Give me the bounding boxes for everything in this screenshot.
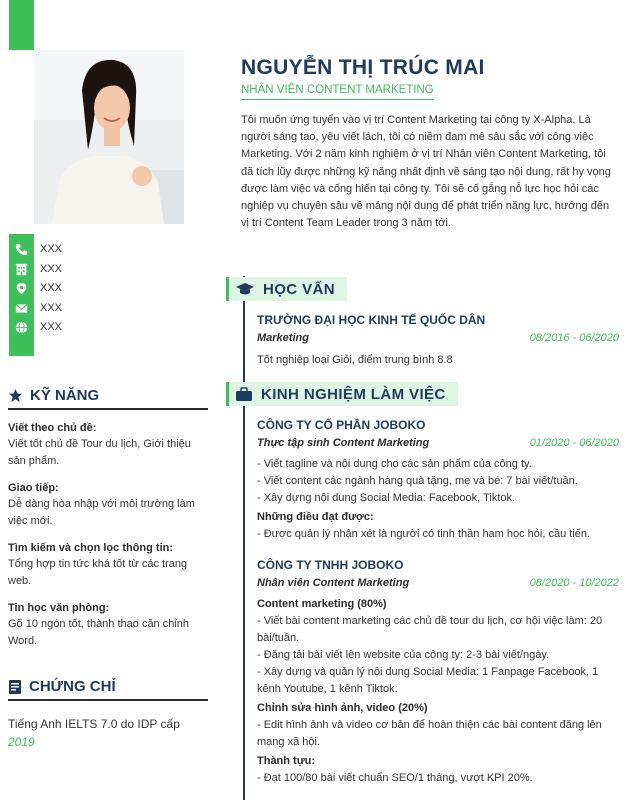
achievement-item: - Đạt 100/80 bài viết chuẩn SEO/1 tháng, vượt KPI 20%. [257, 772, 533, 784]
contact-address [9, 260, 189, 280]
certificate-icon [8, 679, 22, 695]
duty-group-heading: Content marketing (80%) [257, 598, 387, 610]
timeline-line [243, 276, 245, 800]
school-name: TRƯỜNG ĐẠI HỌC KINH TẾ QUỐC DÂN [257, 313, 486, 327]
education-major: Marketing [257, 332, 309, 344]
skill-description: Dễ dàng hòa nhập với môi trường làm việc mới. [8, 498, 195, 527]
certificates-heading [8, 678, 208, 701]
achievements-heading: Thành tựu: [257, 755, 316, 767]
skill-item [8, 422, 208, 470]
skill-heading: Giao tiếp: [8, 482, 59, 494]
job-duty: - Xây dựng nội dung Social Media: Facebook, Tiktok. [257, 492, 516, 504]
contact-phone [9, 240, 189, 260]
education-title: HỌC VẤN [263, 280, 335, 298]
career-objective: Tôi muốn ứng tuyển vào vị trí Content Marketing tại công ty X-Alpha. Là người sáng tạo, yêu viết lách, tôi có niềm đam mê sâu sắc với công việc Marketing. Với 2 năm kinh nghiệm ở vị trí Nhân viên Content Marketing, tôi đã tích lũy được những kỹ năng nhất định về sáng tạo nội dung, rất hy vọng được làm việc và cống hiến tại công ty. Tôi sẽ cố gắng nỗ lực học hỏi các nghiệp vụ chuyên sâu về mảng nội dung để phát triển năng lực, hướng đến vị trí Content Team Leader trong 3 năm tới. [241, 114, 611, 230]
company-name: CÔNG TY CỔ PHẦN JOBOKO [257, 418, 426, 432]
skill-heading: Tin học văn phòng: [8, 602, 110, 614]
envelope-icon [15, 302, 28, 315]
location-pin-icon [15, 282, 28, 295]
certificates-section [8, 678, 208, 751]
job-position: Thực tập sinh Content Marketing [257, 437, 430, 449]
profile-photo [34, 50, 184, 224]
contact-location-value: XXX [40, 282, 63, 294]
education-detail: Tốt nghiệp loại Giỏi, điểm trung bình 8.8 [257, 354, 453, 366]
contact-website [9, 318, 189, 338]
certificates-title: CHỨNG CHỈ [29, 678, 116, 695]
briefcase-icon [235, 387, 253, 402]
job-duty: - Edit hình ảnh và video cơ bản để hoàn thiện các bài content đăng lên mạng xã hội. [257, 719, 602, 748]
skill-description: Tổng hợp tin tức khá tốt từ các trang web. [8, 558, 188, 587]
candidate-role: NHÂN VIÊN CONTENT MARKETING [241, 84, 434, 100]
contact-list [9, 240, 189, 338]
job-duty: - Xây dựng và quản lý nội dung Social Media: 1 Fanpage Facebook, 1 kênh Youtube, 1 kênh Tiktok. [257, 666, 599, 695]
skill-description: Viết tốt chủ đề Tour du lịch, Giới thiệu sản phẩm. [8, 438, 191, 467]
contact-location [9, 279, 189, 299]
experience-badge [226, 382, 458, 406]
job-duty: - Viết bài content marketing các chủ đề tour du lịch, cơ hội việc làm: 20 bài/tuần. [257, 615, 603, 644]
skills-heading [8, 387, 208, 410]
experience-heading [226, 382, 458, 406]
job-entry-2 [257, 558, 619, 787]
skill-description: Gõ 10 ngón tốt, thành thạo căn chỉnh Word. [8, 618, 190, 647]
contact-address-value: XXX [40, 262, 63, 275]
contact-website-value: XXX [40, 321, 63, 333]
education-dates: 08/2016 - 06/2020 [529, 332, 619, 344]
achievement-item: - Được quản lý nhận xét là người có tinh thần ham học hỏi, cầu tiến. [257, 528, 591, 540]
skill-item [8, 482, 208, 530]
job-duty: - Viết tagline và nội dung cho các sản phẩm của công ty. [257, 458, 532, 470]
job-duty: - Đăng tải bài viết lên website của công ty: 2-3 bài viết/ngày. [257, 649, 550, 661]
star-icon [8, 388, 23, 403]
education-badge [226, 277, 347, 301]
graduation-cap-icon [235, 282, 255, 296]
job-entry-1 [257, 418, 619, 543]
skills-section [8, 387, 208, 650]
experience-title: KINH NGHIỆM LÀM VIỆC [261, 385, 446, 403]
accent-bar-top [9, 0, 34, 50]
skill-item [8, 602, 208, 650]
skill-heading: Viết theo chủ đề: [8, 422, 97, 434]
candidate-name: NGUYỄN THỊ TRÚC MAI [241, 56, 485, 79]
education-entry [257, 313, 619, 369]
phone-icon [15, 243, 28, 256]
certificate-year: 2019 [8, 735, 35, 749]
education-heading [226, 277, 347, 301]
job-duty: - Viết content các ngành hàng quà tặng, mẹ và bé: 7 bài viết/tuần. [257, 475, 578, 487]
globe-icon [15, 321, 28, 334]
certificate-text: Tiếng Anh IELTS 7.0 do IDP cấp [8, 717, 180, 731]
contact-email [9, 299, 189, 319]
achievements-heading: Những điều đạt được: [257, 511, 374, 523]
skills-title: KỸ NĂNG [30, 387, 100, 404]
duty-group-heading: Chỉnh sửa hình ảnh, video (20%) [257, 702, 428, 714]
company-name: CÔNG TY TNHH JOBOKO [257, 558, 404, 572]
building-icon [15, 263, 28, 276]
certificate-entry [8, 715, 208, 751]
job-dates: 01/2020 - 06/2020 [529, 437, 619, 449]
contact-phone-value: XXX [40, 243, 63, 255]
skill-heading: Tìm kiếm và chọn lọc thông tin: [8, 542, 174, 554]
contact-email-value: XXX [40, 301, 63, 314]
job-position: Nhân viên Content Marketing [257, 577, 410, 589]
skill-item [8, 542, 208, 590]
job-dates: 08/2020 - 10/2022 [529, 577, 619, 589]
